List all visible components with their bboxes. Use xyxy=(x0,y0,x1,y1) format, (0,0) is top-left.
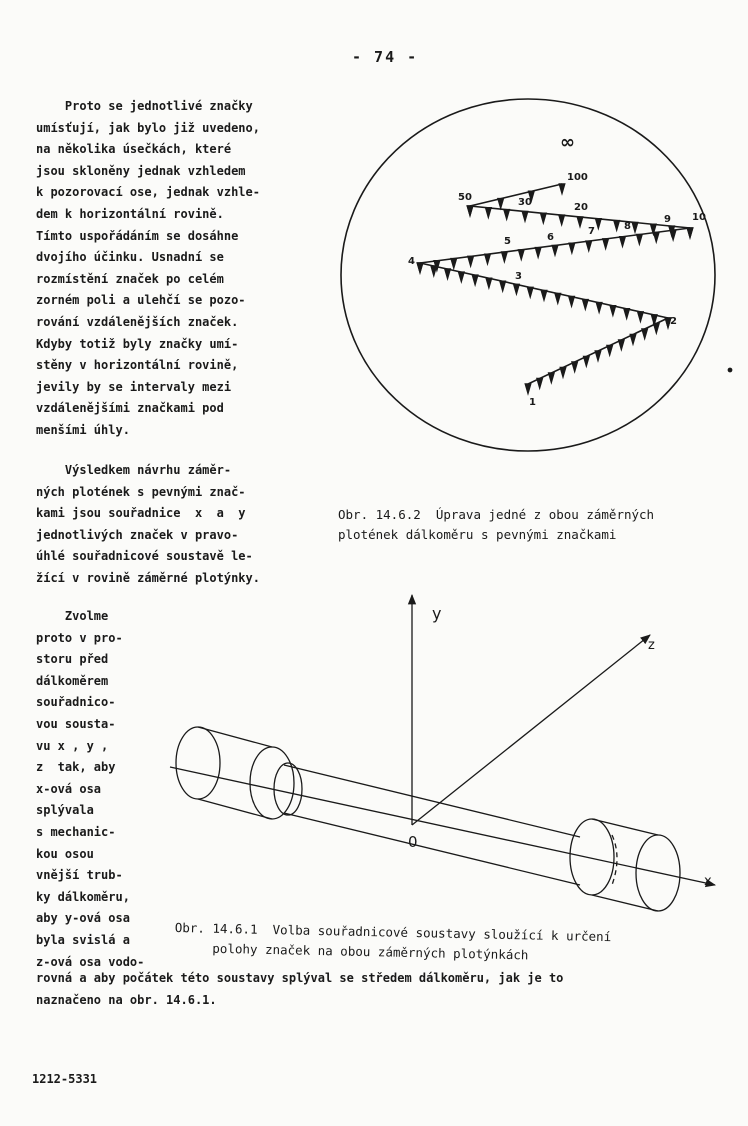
label-2: 2 xyxy=(670,316,677,327)
label-3: 3 xyxy=(515,271,522,282)
reticle-tick xyxy=(559,215,564,224)
figure-2-caption: Obr. 14.6.1 Volba souřadnicové soustavy sloužící k určení polohy značek na obou záměrných plotýnkách xyxy=(174,919,612,963)
reticle-tick xyxy=(614,221,619,230)
reticle-tick xyxy=(549,373,554,382)
label-8: 8 xyxy=(624,221,631,232)
reticle-tick xyxy=(552,246,557,255)
label-x: x xyxy=(704,874,712,889)
reticle-tick xyxy=(630,335,635,344)
reticle-tick xyxy=(528,287,533,296)
reticle-tick xyxy=(652,315,657,324)
reticle-tick xyxy=(502,252,507,261)
label-infinity: ∞ xyxy=(560,132,575,153)
reticle-tick xyxy=(632,223,637,232)
reticle-tick xyxy=(519,250,524,259)
label-9: 9 xyxy=(664,214,671,225)
label-50: 50 xyxy=(458,192,472,203)
reticle-tick xyxy=(500,281,505,290)
reticle-tick xyxy=(445,269,450,278)
reticle-tick xyxy=(559,184,564,193)
reticle-tick xyxy=(596,219,601,228)
reticle-tick xyxy=(525,384,530,393)
document-code: 1212-5331 xyxy=(32,1072,98,1086)
reticle-tick xyxy=(486,208,491,217)
reticle-tick xyxy=(541,291,546,300)
label-100: 100 xyxy=(567,172,588,183)
reticle-tick xyxy=(572,362,577,371)
reticle-tick xyxy=(603,239,608,248)
reticle-tick xyxy=(638,312,643,321)
figure-1-caption: Obr. 14.6.2 Úprava jedné z obou záměrných plotének dálkoměru s pevnými značkami xyxy=(338,507,655,542)
reticle-tick xyxy=(569,297,574,306)
reticle-tick xyxy=(620,237,625,246)
x-axis xyxy=(170,767,715,885)
reticle-tick xyxy=(473,275,478,284)
reticle-tick xyxy=(687,228,692,237)
label-origin: 0 xyxy=(408,833,418,851)
label-7: 7 xyxy=(588,226,595,237)
reticle-dot xyxy=(728,368,731,371)
label-30: 30 xyxy=(518,197,532,208)
z-axis xyxy=(412,635,650,825)
page-number: - 74 - xyxy=(352,48,419,66)
reticle-tick xyxy=(537,379,542,388)
reticle-tick xyxy=(522,212,527,221)
reticle-tick xyxy=(642,329,647,338)
reticle-tick xyxy=(504,210,509,219)
label-5: 5 xyxy=(504,236,511,247)
label-y: y xyxy=(432,604,442,623)
reticle-tick xyxy=(486,278,491,287)
reticle-circle xyxy=(341,99,715,451)
reticle-tick xyxy=(468,256,473,265)
label-z: z xyxy=(648,638,655,653)
reticle-tick xyxy=(536,248,541,257)
reticle-tick xyxy=(586,241,591,250)
label-4: 4 xyxy=(408,256,415,267)
reticle-tick xyxy=(577,217,582,226)
reticle-tick xyxy=(417,263,422,272)
reticle-tick xyxy=(637,235,642,244)
reticle-tick xyxy=(654,232,659,241)
reticle-tick xyxy=(459,272,464,281)
paragraph-1: Proto se jednotlivé značky umísťují, jak bylo již uvedeno, na několika úsečkách, které jsou skloněny jednak vzhledem k pozorovací ose, jednak vzhle- dem k horizontální rovině. Tímto uspořádáním se dosáhne dvojího účinku. Usnadní se rozmístění značek po celém zorném poli a ulehčí se pozo- rování vzdálenějších značek. Kdyby totiž byly značky umí- stěny v horizontální rovině, jevily by se intervaly mezi vzdálenějšími značkami pod menšími úhly. xyxy=(36,99,260,437)
coordinate-figure xyxy=(160,585,720,915)
reticle-tick xyxy=(560,368,565,377)
reticle-line-50-100 xyxy=(470,184,562,206)
reticle-tick xyxy=(498,199,503,208)
reticle-tick xyxy=(541,213,546,222)
reticle-tick xyxy=(619,340,624,349)
outer-tube xyxy=(284,765,580,885)
reticle-marks xyxy=(417,184,731,393)
label-6: 6 xyxy=(547,232,554,243)
reticle-tick xyxy=(514,284,519,293)
reticle-tick xyxy=(451,259,456,268)
label-1: 1 xyxy=(529,397,536,408)
reticle-tick xyxy=(607,346,612,355)
label-10: 10 xyxy=(692,212,706,223)
reticle-tick xyxy=(569,243,574,252)
paragraph-3: Zvolme proto v pro- storu před dálkoměrem souřadnico- vou sousta- vu x , y , z tak, aby x-ová osa splývala s mechanic- kou osou vnější trub- ky dálkoměru, aby y-ová osa byla svislá a z-ová osa vodo- xyxy=(36,609,145,969)
reticle-tick xyxy=(583,300,588,309)
reticle-tick xyxy=(584,357,589,366)
reticle-tick xyxy=(624,309,629,318)
paragraph-2: Výsledkem návrhu záměr- ných plotének s pevnými znač- kami jsou souřadnice x a y jednotlivých značek v pravo- úhlé souřadnicové soustavě le- žící v rovině záměrné plotýnky. xyxy=(36,463,260,585)
reticle-figure xyxy=(322,92,734,464)
reticle-tick xyxy=(467,206,472,215)
label-20: 20 xyxy=(574,202,588,213)
paragraph-4: rovná a aby počátek této soustavy splýval se středem dálkoměru, jak je to naznačeno na obr. 14.6.1. xyxy=(36,971,564,1007)
reticle-tick xyxy=(610,306,615,315)
reticle-tick xyxy=(485,254,490,263)
reticle-tick xyxy=(555,294,560,303)
reticle-tick xyxy=(597,303,602,312)
reticle-tick xyxy=(595,351,600,360)
